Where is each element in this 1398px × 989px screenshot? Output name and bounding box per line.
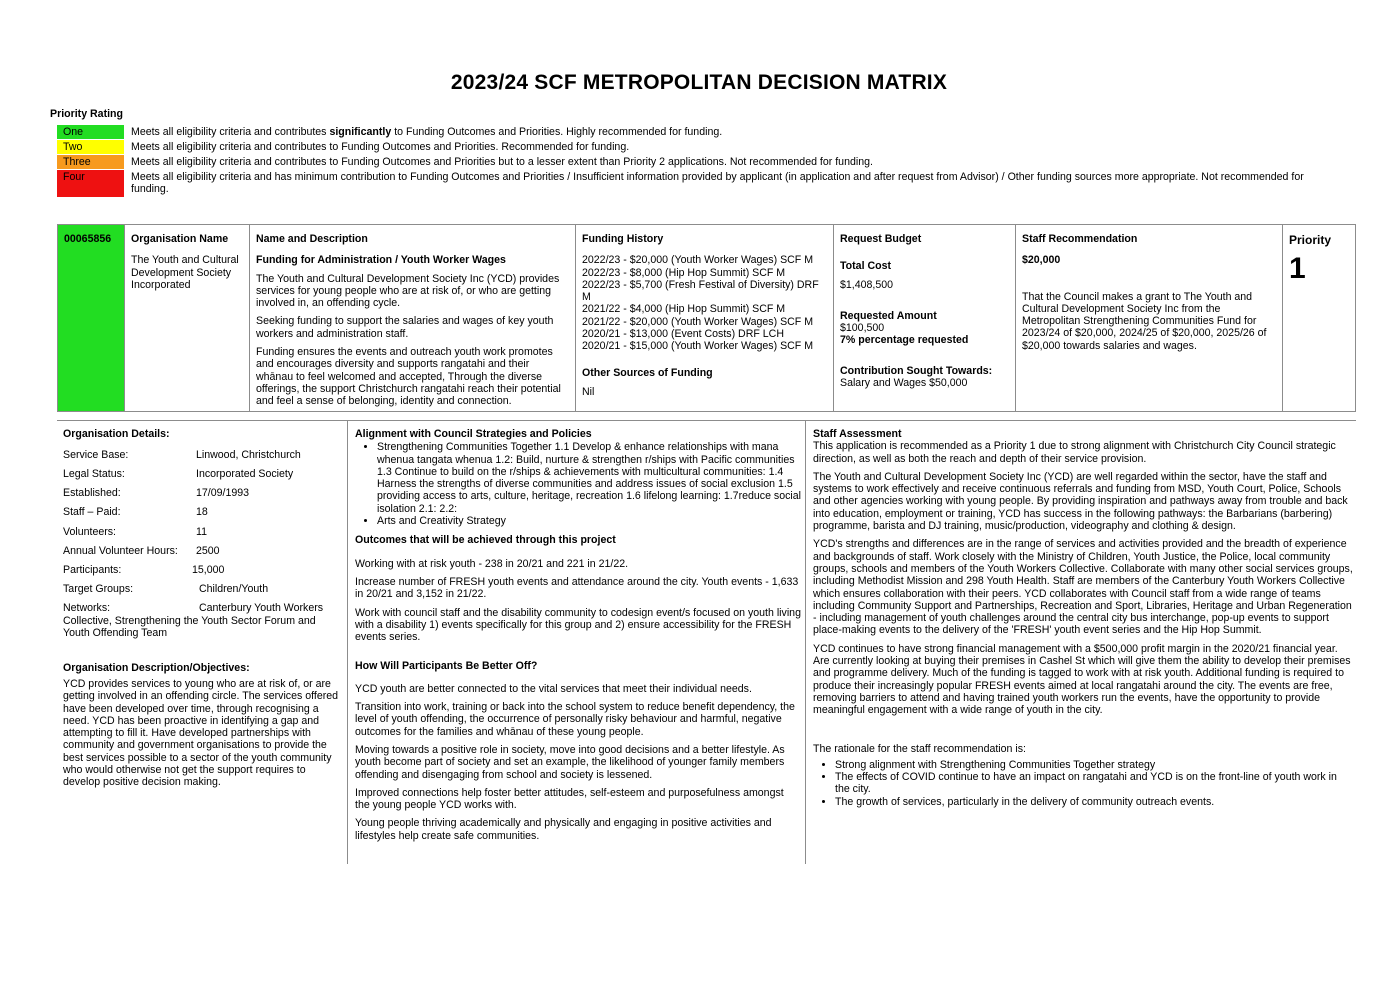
priority-desc-four: Meets all eligibility criteria and has minimum contribution to Funding Outcomes and Priorities / Insufficient information provided by applicant (in application and after request from Advisor) / Other funding sources more appropriate. Not recommended for funding. (131, 171, 1304, 196)
staff-recommendation-heading: Staff Recommendation (1022, 233, 1138, 245)
priority-desc-three: Meets all eligibility criteria and contributes to Funding Outcomes and Priorities but to a lesser extent than Priority 2 applications. Not recommended for funding. (131, 156, 873, 168)
org-detail-value: 17/09/1993 (196, 487, 250, 499)
rationale-item: • The growth of services, particularly in the delivery of community outreach events. (835, 796, 1353, 808)
org-detail-key: Service Base: (63, 449, 129, 461)
column-divider (347, 421, 348, 864)
org-detail-value: 18 (196, 506, 208, 518)
outcome-paragraph: Work with council staff and the disability community to codesign event/s focused on youth living with a disability 1) events specifically for this group and 2) ensure accessibility for the FRESH events series. (355, 606, 801, 644)
column-divider (805, 421, 806, 864)
funding-history-item: 2022/23 - $20,000 (Youth Worker Wages) SCF M (582, 254, 814, 267)
org-detail-key: Staff – Paid: (63, 506, 121, 518)
staff-assessment-column (813, 428, 1353, 808)
percentage-requested: 7% percentage requested (840, 334, 969, 347)
org-detail-key: Target Groups: (63, 583, 134, 595)
org-detail-key: Volunteers: (63, 526, 117, 538)
requested-amount-heading: Requested Amount (840, 309, 937, 322)
org-detail-key: Annual Volunteer Hours: (63, 545, 178, 557)
name-description-heading: Name and Description (256, 233, 368, 245)
priority-cell (1283, 225, 1355, 411)
alignment-column (355, 428, 801, 848)
org-detail-value: Children/Youth (199, 583, 269, 595)
priority-rating-heading: Priority Rating (50, 108, 123, 120)
request-budget-cell (834, 225, 1016, 411)
assessment-paragraph: YCD continues to have strong financial management with a $500,000 profit margin in the 2020/21 financial year. Are currently looking at buying their premises in Cashel St which will give them the ability to develop their premises and programme delivery. Much of the funding is tagged to work with at risk youth. Additional funding is required to produce their increasingly popular FRESH events aimed at local rangatahi around the city. The events are free, removing barriers to attend and having trained youth workers run the events, have the opportunity to provide meaningful engagement with a wide range of youth in the city. (813, 642, 1351, 717)
better-off-paragraph: Young people thriving academically and physically and engaging in positive activities and lifestyles help create safe communities. (355, 817, 772, 842)
outcome-paragraph: Working with at risk youth - 238 in 20/21 and 221 in 21/22. (355, 557, 629, 570)
priority-swatch-two: Two (57, 140, 124, 154)
org-detail-key: Legal Status: (63, 468, 125, 480)
staff-recommendation-text: That the Council makes a grant to The Youth and Cultural Development Society Inc from the Metropolitan Strengthening Communities Fund for 2023/24 of $20,000, 2024/25 of $20,000, 2025/26 of $20,000 towards salaries and wages. (1022, 290, 1267, 352)
org-detail-value: Canterbury Youth Workers (199, 602, 324, 614)
better-off-paragraph: Transition into work, training or back into the school system to reduce benefit dependency, the level of youth offending, the occurrence of personally risky behaviour and harmful, negative outcomes for the families and whānau of these young people. (355, 701, 795, 738)
org-name: The Youth and Cultural Development Society Incorporated (131, 254, 239, 291)
org-detail-key: Networks: (63, 602, 111, 614)
priority-swatch-four: Four (57, 170, 124, 197)
contribution-heading: Contribution Sought Towards: (840, 364, 993, 377)
funding-history-item: 2022/23 - $8,000 (Hip Hop Summit) SCF M (582, 266, 786, 279)
better-off-paragraph: Moving towards a positive role in society, move into good decisions and a better lifestyle. As youth become part of society and set an example, the likelihood of younger family members offending and disengaging from school and society is lessened. (355, 743, 785, 781)
contribution-value: Salary and Wages $50,000 (840, 377, 968, 390)
priority-heading: Priority (1289, 233, 1332, 247)
funding-history-item: 2021/22 - $20,000 (Youth Worker Wages) SCF M (582, 315, 814, 328)
better-off-heading: How Will Participants Be Better Off? (355, 660, 538, 673)
priority-rating-row-three (57, 155, 1321, 169)
page-title: 2023/24 SCF METROPOLITAN DECISION MATRIX (450, 71, 948, 94)
org-name-cell (125, 225, 250, 411)
application-row (57, 224, 1356, 412)
org-description-heading: Organisation Description/Objectives: (63, 662, 250, 674)
org-detail-value: 2500 (196, 545, 220, 557)
better-off-paragraph: Improved connections help foster better attitudes, self-esteem and purposefulness amongst the young people YCD works with. (355, 786, 784, 812)
priority-desc-two: Meets all eligibility criteria and contributes to Funding Outcomes and Priorities. Recommended for funding. (131, 141, 630, 153)
description-paragraph: Funding ensures the events and outreach youth work promotes and encourages diversity and supports rangatahi and their whānau to feel welcomed and accepted, Through the diverse offerings, the support Christchurch rangatahi reach their potential and feel a sense of belonging, identity and connection. (256, 346, 561, 408)
rationale-list (813, 759, 1353, 808)
funding-history-item: 2021/22 - $4,000 (Hip Hop Summit) SCF M (582, 303, 786, 316)
priority-value: 1 (1289, 252, 1306, 285)
alignment-item: • Arts and Creativity Strategy (377, 515, 801, 527)
staff-recommendation-amount: $20,000 (1022, 254, 1061, 267)
staff-recommendation-cell (1016, 225, 1283, 411)
rationale-item: • Strong alignment with Strengthening Communities Together strategy (835, 759, 1353, 771)
name-description-cell (250, 225, 576, 411)
funding-history-cell (576, 225, 834, 411)
other-sources-value: Nil (582, 385, 595, 398)
outcomes-heading: Outcomes that will be achieved through this project (355, 534, 616, 547)
project-title: Funding for Administration / Youth Worker Wages (256, 254, 506, 267)
org-description-text: YCD provides services to young who are at risk of, or are getting involved in an offending circle. The services offered have been developed over time, through recognising a need. YCD has been proactive in identifying a gap and attempting to fill it. Have developed partnerships with community and government organisations to provide the best services possible to a sector of the youth community who would otherwise not get the support requires to develop positive decision making. (63, 678, 339, 789)
org-detail-value: 11 (196, 526, 207, 538)
alignment-list (355, 441, 801, 527)
total-cost-heading: Total Cost (840, 260, 892, 273)
staff-assessment-heading: Staff Assessment (813, 428, 902, 440)
org-detail-key: Established: (63, 487, 121, 499)
description-paragraph: Seeking funding to support the salaries and wages of key youth workers and administration staff. (256, 315, 554, 340)
funding-history-heading: Funding History (582, 233, 664, 245)
assessment-paragraph: This application is recommended as a Priority 1 due to strong alignment with Christchurch City Council strategic direction, as well as both the reach and depth of their service provision. (813, 440, 1336, 465)
org-detail-value: Linwood, Christchurch (196, 449, 301, 461)
priority-swatch-three: Three (57, 155, 124, 169)
alignment-item: • Strengthening Communities Together 1.1 Develop & enhance relationships with mana whenua tangata whenua 1.2: Build, nurture & strengthen r/ships with Pacific communities 1.3 Continue to build on the r/ships & achievements with multicultural communities: 1.4 Harness the strengths of diverse communities and address issues of social exclusion 1.5 providing access to arts, culture, heritage, recreation 1.6 lifelong learning: 1.7reduce social isolation 2.1: 2.2: (377, 441, 801, 515)
org-name-heading: Organisation Name (131, 233, 229, 245)
rationale-item: • The effects of COVID continue to have an impact on rangatahi and YCD is on the front-line of youth work in the city. (835, 771, 1353, 796)
assessment-paragraph: YCD's strengths and differences are in the range of services and activities provided and the breadth of experience and backgrounds of staff. Work closely with the Ministry of Children, Youth Justice, the Police, local community groups, schools and members of the Youth Workers Collective. Collaborate with many other social services groups, including Methodist Mission and 298 Youth Health. Staff are members of the Canterbury Youth Workers Collective which ensures collaboration with their peers. YCD collaborates with Council staff from a wide range of teams including Community Support and Partnerships, Recreation and Sport, Libraries, Heritage and Urban Regeneration - including management of youth challenges around the central city bus interchange, pop-up events to support place-making events to the delivery of the 'FRESH' youth event series and the Hip Hop Summit. (813, 538, 1353, 637)
funding-history-item: 2022/23 - $5,700 (Fresh Festival of Diversity) DRF M (582, 278, 819, 304)
org-detail-key: Participants: (63, 564, 122, 576)
priority-rating-row-two (57, 140, 1321, 154)
application-id: 00065856 (64, 233, 112, 245)
rationale-intro: The rationale for the staff recommendation is: (813, 742, 1026, 755)
total-cost-value: $1,408,500 (840, 278, 894, 291)
better-off-paragraph: YCD youth are better connected to the vital services that meet their individual needs. (355, 682, 752, 695)
org-details-heading: Organisation Details: (63, 428, 170, 440)
alignment-heading: Alignment with Council Strategies and Policies (355, 428, 592, 440)
org-detail-value: 15,000 (192, 564, 225, 576)
funding-history-item: 2020/21 - $15,000 (Youth Worker Wages) SCF M (582, 340, 814, 353)
other-sources-heading: Other Sources of Funding (582, 366, 713, 379)
description-paragraph: The Youth and Cultural Development Society Inc (YCD) provides services for young people who are at risk of, or who are getting involved in, an offending cycle. (256, 272, 560, 310)
networks-continued: Collective, Strengthening the Youth Sector Forum and Youth Offending Team (63, 615, 316, 640)
priority-swatch-one: One (57, 125, 124, 139)
section-divider (57, 420, 1356, 421)
application-id-cell (58, 225, 125, 411)
priority-desc-one: Meets all eligibility criteria and contributes significantly to Funding Outcomes and Priorities. Highly recommended for funding. (131, 126, 723, 138)
requested-amount-value: $100,500 (840, 322, 885, 335)
assessment-paragraph: The Youth and Cultural Development Society Inc (YCD) are well regarded within the sector, have the staff and systems to work effectively and receive continuous referrals and funding from MSD, Youth Court, Police, Schools and other agencies working with young people. By providing inspiration and pathways away from trouble and back into education, employment or training, YCD has success in the following pathways: the Barbarians (barbering) programme, barista and DJ training, music/production, videography and clothing & design. (813, 470, 1348, 533)
priority-rating-row-four (57, 170, 1321, 197)
priority-rating-row-one (57, 125, 1321, 139)
outcome-paragraph: Increase number of FRESH youth events and attendance around the city. Youth events - 1,633 in 20/21 and 3,152 in 21/22. (355, 575, 799, 601)
funding-history-item: 2020/21 - $13,000 (Event Costs) DRF LCH (582, 328, 784, 341)
request-budget-heading: Request Budget (840, 233, 922, 245)
org-detail-value: Incorporated Society (196, 468, 294, 480)
